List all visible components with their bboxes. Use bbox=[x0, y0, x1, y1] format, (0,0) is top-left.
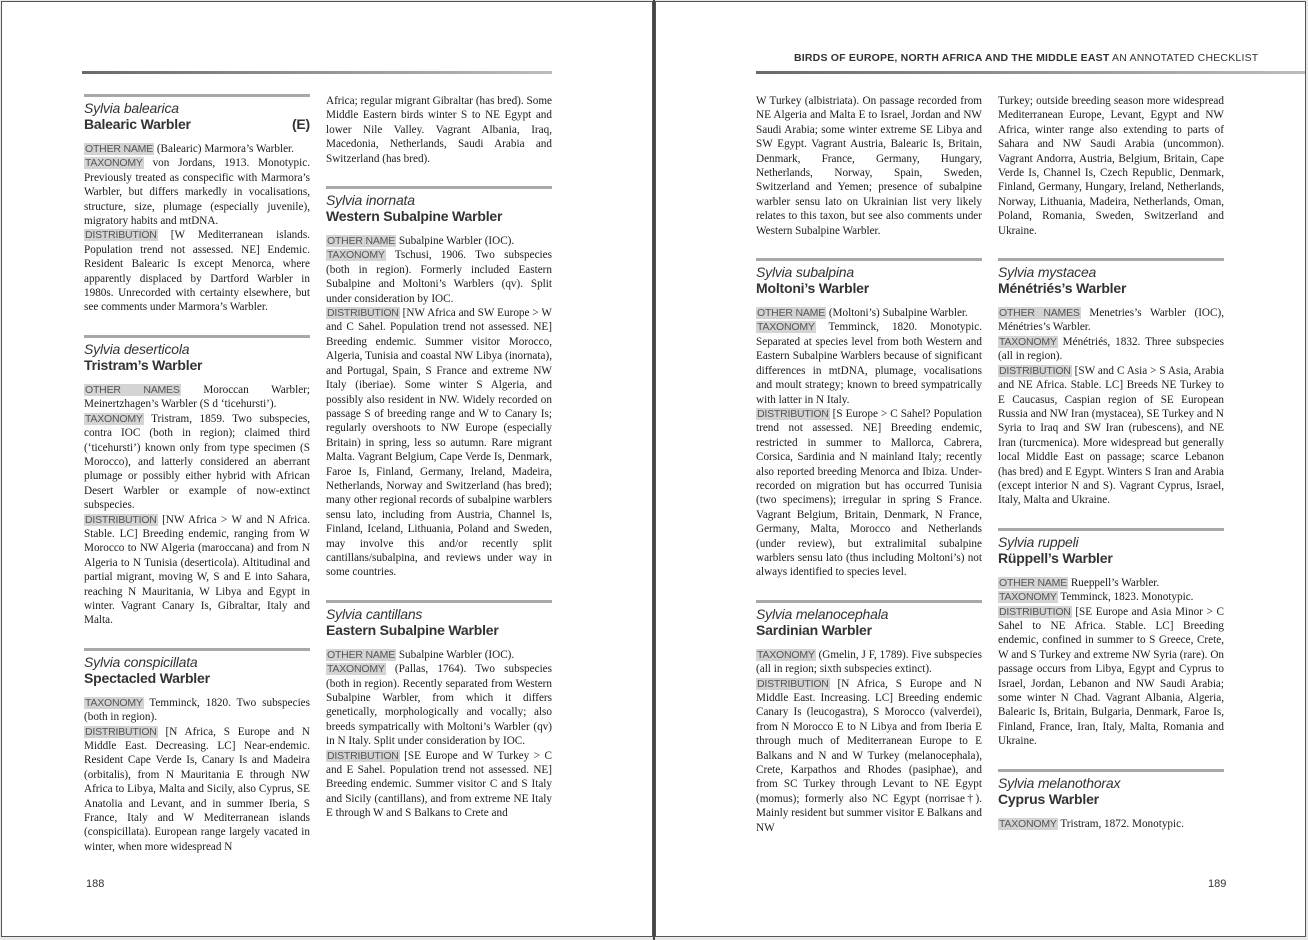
common-name: Moltoni’s Warbler bbox=[756, 280, 870, 297]
common-name-row bbox=[998, 280, 1224, 297]
section-text: Menetries’s Warbler (IOC), Ménétries’s Warbler. bbox=[998, 307, 1224, 334]
section-text: Subalpine Warbler (IOC). bbox=[396, 648, 515, 661]
species-rule bbox=[326, 186, 552, 189]
scientific-name: Sylvia conspicillata bbox=[84, 653, 198, 670]
section-text: (Balearic) Marmora’s Warbler. bbox=[154, 143, 294, 155]
section-text: (Moltoni’s) Subalpine Warbler. bbox=[826, 307, 968, 320]
section-label: DISTRIBUTION bbox=[85, 229, 157, 242]
section-label: TAXONOMY bbox=[85, 157, 143, 170]
common-name: Balearic Warbler bbox=[84, 116, 191, 132]
species-rule bbox=[756, 258, 982, 261]
section-label: TAXONOMY bbox=[757, 648, 815, 661]
running-head bbox=[794, 52, 1258, 64]
scientific-name: Sylvia deserticola bbox=[84, 340, 190, 357]
section-text: Temminck, 1820. Two subspecies (both in region). bbox=[84, 696, 310, 724]
section-label: OTHER NAME bbox=[327, 235, 396, 248]
common-name: Spectacled Warbler bbox=[84, 669, 210, 686]
section-label: TAXONOMY bbox=[999, 591, 1057, 604]
common-name: Tristram’s Warbler bbox=[84, 356, 203, 373]
species-entry bbox=[998, 769, 1224, 831]
section-label: DISTRIBUTION bbox=[327, 749, 399, 762]
common-name-row bbox=[998, 791, 1224, 808]
section-text: [NW Africa and SW Europe > W and C Sahel. Population trend not assessed. NE] Breeding endemic. Summer visitor Morocco, Algeria, Tunisia and coastal NW Libya (inornata), and Portugal, Spain, S France and extreme NW Italy (iberiae). Some winter S Algeria, and possibly also resident in NW. Widely recorded on passage S of breeding range and W to Canary Is; regularly overshoots to NW Europe (especially Britain) in spring, less so autumn. Rare migrant Malta. Vagrant Belgium, Cape Verde Is, Denmark, Faroe Is, Finland, Germany, Ireland, Madeira, Netherlands, Norway and Switzerland (has bred); many other regional records of subalpine warblers sensu lato, including from Austria, Channel Is, Finland, Iceland, Lithuania, Poland and Sweden, may involve this and/or recently split cantillans/subalpina, and reviews under way in some countries. bbox=[326, 307, 552, 579]
running-head-title: BIRDS OF EUROPE, NORTH AFRICA AND THE MIDDLE EAST bbox=[794, 52, 1110, 64]
account-paragraph bbox=[84, 142, 310, 156]
section-text: [NW Africa > W and N Africa. Stable. LC] Breeding endemic, ranging from W Morocco to NW Algeria (maroccana) and from N Algeria to N Tunisia (deserticola). Altitudinal and partial migrant, moving W, S and E into Sahara, reaching N Mauritania, W Libya and Egypt in winter. Vagrant Canary Is, Gibraltar, Italy and Malta. bbox=[84, 513, 310, 627]
account-paragraph bbox=[326, 234, 552, 248]
account-paragraph bbox=[84, 383, 310, 412]
scientific-name: Sylvia melanothorax bbox=[998, 774, 1121, 791]
section-text: Temminck, 1820. Monotypic. Separated at species level from both Western and Eastern Subalpine Warblers because of significant differences in mtDNA, plumage, vocalisations and moult strategy; known to breed sympatrically with latter in N Italy. bbox=[756, 321, 982, 406]
species-rule bbox=[84, 335, 310, 338]
account-paragraph bbox=[326, 749, 552, 821]
account-paragraph bbox=[326, 306, 552, 580]
account-paragraph bbox=[756, 407, 982, 580]
common-name-row bbox=[756, 622, 982, 639]
continued-text: W Turkey (albistriata). On passage recorded from NE Algeria and Malta E to Israel, Jordan and NW Saudi Arabia; some winter extreme SE Libya and SW Egypt. Vagrant Austria, Balearic Is, Britain, Denmark, France, Germany, Hungary, Netherlands, Norway, Spain, Sweden, Switzerland and Yemen; presence of subalpine warbler sensu lato on Ukrainian list very likely relates to this taxon, but see also comments under Western Subalpine Warbler. bbox=[756, 95, 982, 237]
section-label: OTHER NAMES bbox=[85, 383, 180, 396]
section-label: OTHER NAME bbox=[757, 307, 826, 320]
common-name-row bbox=[84, 670, 310, 687]
section-label: TAXONOMY bbox=[327, 249, 385, 262]
common-name: Rüppell’s Warbler bbox=[998, 549, 1113, 566]
section-label: TAXONOMY bbox=[85, 696, 143, 709]
section-text: Subalpine Warbler (IOC). bbox=[396, 235, 515, 248]
account-paragraph bbox=[84, 228, 310, 314]
account-paragraph bbox=[84, 412, 310, 513]
section-text: Moroccan Warbler; Meinertzhagen’s Warbler (S d ‘ticehursti’). bbox=[84, 383, 310, 411]
species-rule bbox=[998, 258, 1224, 261]
section-text: von Jordans, 1913. Monotypic. Previously treated as conspecific with Marmora’s Warbler, but differs markedly in vocalisations, structure, size, plumage (especially juvenile), migratory habits and mtDNA. bbox=[84, 157, 310, 228]
common-name-row bbox=[756, 280, 982, 297]
section-label: DISTRIBUTION bbox=[757, 407, 829, 420]
section-text: Tristram, 1859. Two subspecies, contra IOC (both in region); claimed third (‘ticehursti’) known only from type specimen (S Morocco), and latterly considered an aberrant plumage or possibly either hybrid with African Desert Warbler or example of now-extinct subspecies. bbox=[84, 412, 310, 512]
column-1 bbox=[84, 94, 310, 874]
header-rule bbox=[756, 71, 1306, 74]
section-text: Temminck, 1823. Monotypic. bbox=[1057, 591, 1194, 604]
account-paragraph bbox=[998, 306, 1224, 335]
right-page bbox=[655, 1, 1306, 937]
common-name: Eastern Subalpine Warbler bbox=[326, 621, 499, 638]
account-paragraph bbox=[998, 576, 1224, 590]
section-text: [SE Europe and Asia Minor > C Sahel to NE Africa. Stable. LC] Breeding endemic, confined in summer to S Greece, Crete, W and S Turkey and extreme NW Syria (rare). On passage occurs from Libya, Egypt and Cyprus to Israel, Jordan, Lebanon and NW Saudi Arabia; some winter N Chad. Vagrant Albania, Algeria, Balearic Is, Britain, Bulgaria, Denmark, Faroe Is, Finland, France, Iran, Italy, Malta, Romania and Ukraine. bbox=[998, 605, 1224, 748]
species-rule bbox=[326, 600, 552, 603]
section-text: Tschusi, 1906. Two subspecies (both in region). Formerly included Eastern Subalpine and Moltoni’s Warblers (qv). Split under consideration by IOC. bbox=[326, 249, 552, 305]
account-paragraph bbox=[326, 648, 552, 662]
section-text: [N Africa, S Europe and N Middle East. Decreasing. LC] Near-endemic. Resident Cape Verde Is, Canary Is and Madeira (orbitalis), from N Mauritania E through NW Africa to Libya, Malta and Sicily, also Cyprus, SE Anatolia and Levant, and in summer Iberia, S France, Italy and W Mediterranean islands (conspicillata). European range largely vacated in winter, when more widespread N bbox=[84, 725, 310, 853]
header-rule bbox=[82, 71, 552, 74]
species-rule bbox=[998, 528, 1224, 531]
section-label: DISTRIBUTION bbox=[85, 725, 157, 738]
section-label: DISTRIBUTION bbox=[327, 307, 399, 320]
section-text: Ménétriés, 1832. Three subspecies (all in region). bbox=[998, 335, 1224, 363]
section-label: TAXONOMY bbox=[85, 412, 143, 425]
section-label: OTHER NAME bbox=[85, 143, 154, 155]
section-text: [SW and C Asia > S Asia, Arabia and NE Africa. Stable. LC] Breeds NE Turkey to E Caucasus, Caspian region of SE European Russia and NW Iran (mystacea), SE Turkey and N Syria to Iraq and SW Iran (rubescens), and NE Iran (turcmenica). More widespread but generally local Middle East on passage; scarce Lebanon (has bred) and E Egypt. Winters S Iran and Arabia (except interior N and S). Vagrant Cyprus, Israel, Italy, Malta and Ukraine. bbox=[998, 364, 1224, 507]
scientific-name: Sylvia balearica bbox=[84, 100, 179, 116]
species-entry bbox=[84, 648, 310, 854]
section-text: Tristram, 1872. Monotypic. bbox=[1057, 817, 1184, 830]
account-paragraph bbox=[326, 662, 552, 748]
account-paragraph bbox=[84, 696, 310, 725]
species-entry bbox=[756, 600, 982, 835]
species-entry bbox=[998, 528, 1224, 749]
section-text: Rueppell’s Warbler. bbox=[1068, 576, 1160, 589]
species-entry bbox=[326, 600, 552, 821]
section-label: OTHER NAMES bbox=[999, 307, 1080, 320]
section-label: DISTRIBUTION bbox=[757, 677, 829, 690]
scientific-name: Sylvia ruppeli bbox=[998, 533, 1079, 550]
account-paragraph bbox=[998, 590, 1224, 604]
section-label: OTHER NAME bbox=[999, 576, 1068, 589]
account-paragraph bbox=[84, 725, 310, 855]
section-label: DISTRIBUTION bbox=[999, 605, 1071, 618]
section-text: [SE Europe and W Turkey > C and E Sahel. Population trend not assessed. NE] Breeding endemic. Summer visitor C and S Italy and Sicily (cantillans), and from extreme NE Italy E through W and S Balkans to Crete and bbox=[326, 749, 552, 820]
account-paragraph bbox=[756, 320, 982, 406]
common-name: Ménétriés’s Warbler bbox=[998, 280, 1127, 297]
column-2 bbox=[326, 94, 552, 841]
page-number: 189 bbox=[1208, 878, 1227, 890]
common-name-row bbox=[998, 550, 1224, 567]
section-label: OTHER NAME bbox=[327, 648, 396, 661]
continued-text: Turkey; outside breeding season more widespread Mediterranean Europe, Levant, Egypt and NW Africa, winter range also extending to parts of Sahara and NW Saudi Arabia (uncommon). Vagrant Andorra, Austria, Belgium, Britain, Cape Verde Is, Channel Is, Czech Republic, Denmark, Finland, Germany, Hungary, Ireland, Netherlands, Norway, Lithuania, Madeira, Netherlands, Oman, Poland, Romania, Sweden, Switzerland and Ukraine. bbox=[998, 95, 1224, 237]
page-number: 188 bbox=[86, 878, 105, 890]
section-text: [W Mediterranean islands. Population trend not assessed. NE] Endemic. Resident Balearic Is except Menorca, where apparently displaced by Dartford Warbler in 1980s. Unrecorded with certainty elsewhere, but see comments under Marmora’s Warbler. bbox=[84, 229, 310, 314]
common-name-row bbox=[84, 357, 310, 374]
species-rule bbox=[756, 600, 982, 603]
species-entry bbox=[998, 258, 1224, 508]
account-paragraph bbox=[756, 648, 982, 677]
section-label: DISTRIBUTION bbox=[85, 513, 157, 526]
section-text: [N Africa, S Europe and N Middle East. Increasing. LC] Breeding endemic Canary Is (leucogastra), S Morocco (valverdei), from N Morocco E to N Libya and from Iberia E through much of Mediterranean Europe to E Balkans and N and W Turkey (melanocephala), Crete, Karpathos and Rhodes (pasiphae), and from SC Turkey through Levant to NE Egypt (momus); formerly also NC Egypt (norrisae†). Mainly resident but summer visitor E Balkans and NW bbox=[756, 677, 982, 834]
account-paragraph bbox=[756, 677, 982, 835]
account-paragraph bbox=[756, 306, 982, 320]
status-code: (E) bbox=[291, 116, 310, 132]
column-3 bbox=[756, 94, 982, 855]
section-label: TAXONOMY bbox=[327, 663, 385, 676]
account-paragraph bbox=[998, 817, 1224, 831]
section-label: DISTRIBUTION bbox=[999, 364, 1071, 377]
account-paragraph bbox=[326, 248, 552, 306]
common-name-row bbox=[326, 208, 552, 225]
scientific-name: Sylvia inornata bbox=[326, 192, 415, 209]
species-entry bbox=[326, 186, 552, 580]
species-entry bbox=[756, 258, 982, 580]
scientific-name: Sylvia melanocephala bbox=[756, 605, 889, 622]
column-4 bbox=[998, 94, 1224, 851]
section-label: TAXONOMY bbox=[999, 817, 1057, 830]
species-rule bbox=[84, 648, 310, 651]
scientific-name: Sylvia subalpina bbox=[756, 264, 854, 281]
running-head-subtitle: AN ANNOTATED CHECKLIST bbox=[1109, 52, 1259, 64]
common-name: Sardinian Warbler bbox=[756, 621, 872, 638]
section-text: [S Europe > C Sahel? Population trend not assessed. NE] Breeding endemic, restricted in summer to Mallorca, Cabrera, Corsica, Sardinia and N mainland Italy; recently also reported breeding Menorca and Ibiza. Under-recorded on migration but has occurred Tunisia (two specimens); irregular in spring S France. Vagrant Belgium, Britain, Denmark, N France, Germany, Malta, Morocco and Netherlands (under review), but extralimital subalpine warblers sensu lato (thus including Moltoni’s) not always identified to species level. bbox=[756, 407, 982, 579]
species-rule bbox=[84, 94, 310, 97]
account-paragraph bbox=[84, 513, 310, 628]
species-entry bbox=[84, 94, 310, 315]
common-name: Cyprus Warbler bbox=[998, 790, 1099, 807]
section-label: TAXONOMY bbox=[757, 321, 815, 334]
account-paragraph bbox=[84, 156, 310, 228]
common-name: Western Subalpine Warbler bbox=[326, 208, 503, 225]
section-label: TAXONOMY bbox=[999, 335, 1057, 348]
scientific-name: Sylvia mystacea bbox=[998, 264, 1097, 281]
species-entry bbox=[84, 335, 310, 628]
common-name-row bbox=[84, 116, 310, 133]
species-rule bbox=[998, 769, 1224, 772]
account-paragraph bbox=[998, 335, 1224, 364]
continued-text: Africa; regular migrant Gibraltar (has bred). Some Middle Eastern birds winter S to NE Egypt and lower Nile Valley. Vagrant Albania, Iraq, Macedonia, Netherlands, Saudi Arabia and Switzerland (has bred). bbox=[326, 95, 552, 165]
section-text: (Gmelin, J F, 1789). Five subspecies (all in region; sixth subspecies extinct). bbox=[756, 648, 982, 676]
account-paragraph bbox=[998, 364, 1224, 508]
common-name-row bbox=[326, 622, 552, 639]
account-paragraph bbox=[998, 605, 1224, 749]
left-page bbox=[1, 1, 653, 937]
scientific-name: Sylvia cantillans bbox=[326, 605, 423, 622]
section-text: (Pallas, 1764). Two subspecies (both in region). Recently separated from Western Subalpine Warbler, from which it differs genetically, morphologically and vocally; also breeds sympatrically with Moltoni’s Warbler (qv) in N Italy. Split under consideration by IOC. bbox=[326, 663, 552, 748]
